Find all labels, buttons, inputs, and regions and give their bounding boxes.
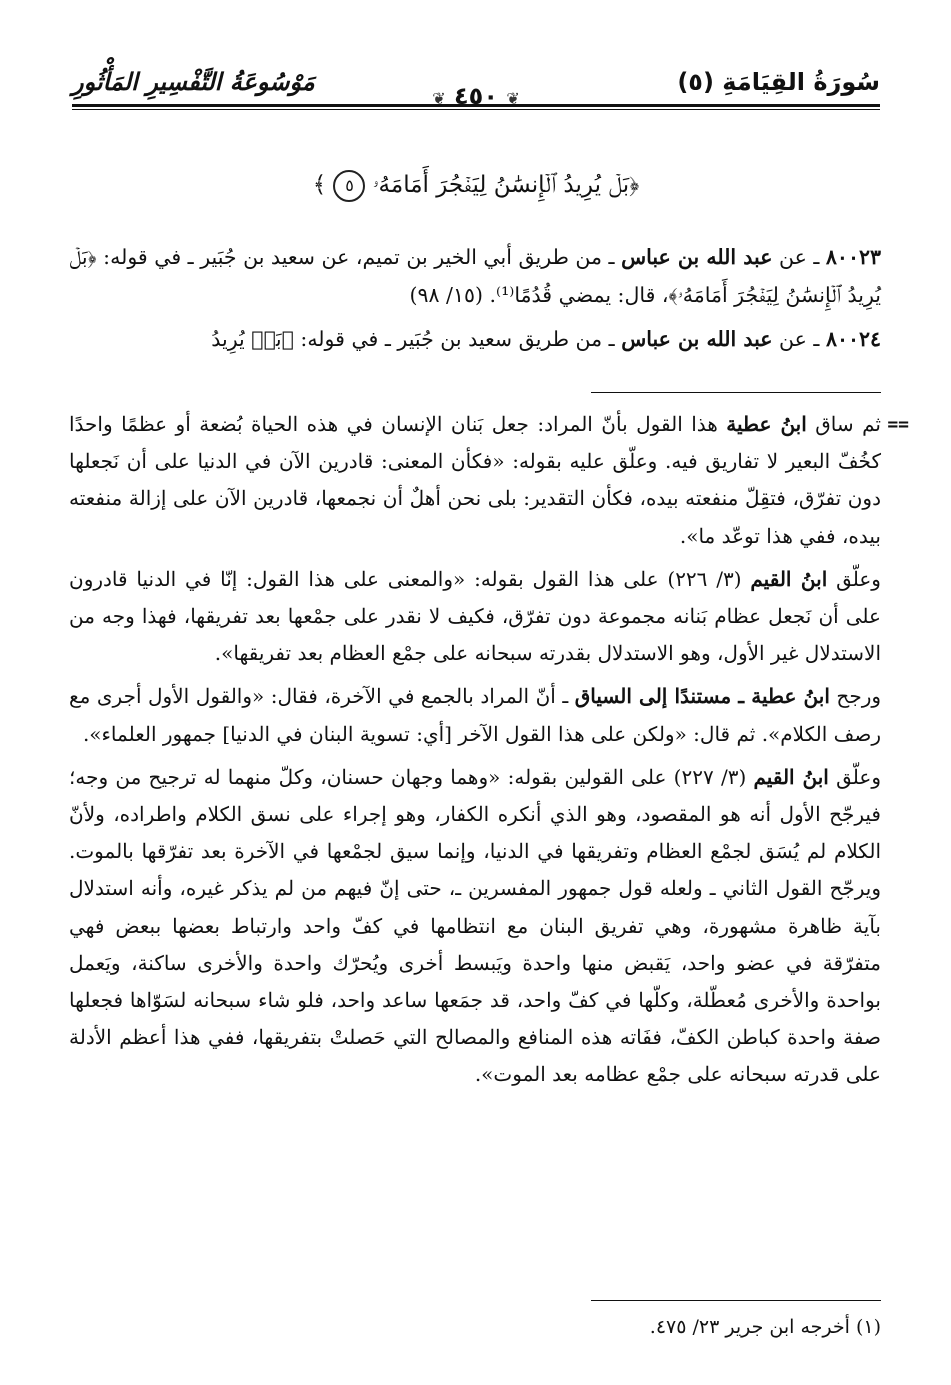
hadith-text: ـ من طريق أبي الخير بن تميم، عن سعيد بن جُبَير ـ في قوله: ﴿بَلۡ يُرِيدُ ٱلۡإِنسَٰنُ لِيَفۡجُرَ أَمَامَهُۥ﴾، قال: يمضي قُدُمًا⁽¹⁾. (١٥/ ٩٨)	[69, 245, 881, 307]
footnote: (١) أخرجه ابن جرير ٢٣/ ٤٧٥.	[649, 1316, 881, 1338]
note-paragraph: وعلّق ابنُ القيم (٣/ ٢٢٦) على هذا القول بقوله: «والمعنى على هذا القول: إنّا في الدنيا قادرون على أن نَجعل عظام بَنانه مجموعة دون تفرّق، فكيف لا نقدر على جمْعها بعد تفريقها، فهذا وجه من الاستدلال غير الأول، وهو الاستدلال بقدرته سبحانه على جمْع العظام بعد تفريقها».	[69, 566, 881, 666]
hadith-item: ٨٠٠٢٤ ـ عن عبد الله بن عباس ـ من طريق سعيد بن جُبَير ـ في قوله: ﴿بَلۡ يُرِيدُ	[211, 327, 881, 351]
hadith-narrator: عبد الله بن عباس	[621, 327, 773, 351]
hadith-text: ـ من طريق سعيد بن جُبَير ـ في قوله: ﴿بَلۡ يُرِيدُ	[211, 327, 615, 351]
verse-close-bracket: ﴾	[312, 172, 327, 198]
surah-title: سُورَةُ القِيَامَةِ (٥)	[677, 68, 880, 96]
verse-heading	[72, 170, 880, 202]
commentary-notes	[69, 406, 909, 1100]
hadith-number: ٨٠٠٢٤	[825, 327, 881, 351]
page-header	[72, 62, 880, 110]
note-paragraph: وعلّق ابنُ القيم (٣/ ٢٢٧) على القولين بقوله: «وهما وجهان حسنان، وكلّ منهما له ترجيح من وجه؛ فيرجّح الأول أنه هو المقصود، وهو الذي أنكره الكفار، وهو إجراء على نسق الكلام واطراده، ولأنّ الكلام لم يُسَق لجمْع العظام وتفريقها في الدنيا، وإنما سيق لجمْعها في الآخرة بعد تفرّقها بالموت. ويرجّح القول الثاني ـ ولعله قول جمهور المفسرين ـ، حتى إنّ فيهم من لم يذكر غيره، وأنه استدلال بآية ظاهرة مشهورة، وهي تفريق البنان مع انتظامها في كفّ واحد وارتباط بعضها ببعض فهي متفرّقة في عضو واحد، يَقبض منها واحدة ويَبسط أخرى ويُحرّك واحدة والأخرى ساكنة، ويَعمل بواحدة والأخرى مُعطّلة، وكلّها في كفّ واحد، قد جمَعها ساعد واحد، فلو شاء سبحانه لسَوّاها فجعلها صفة واحدة كباطن الكفّ، ففَاته هذه المنافع والمصالح التي حَصلتْ بتفريقها، ففي هذا أعظم الأدلة على قدرته سبحانه على جمْع عظامه بعد الموت».	[69, 764, 881, 1087]
footnote-divider	[591, 1300, 881, 1301]
hadith-item: ٨٠٠٢٣ ـ عن عبد الله بن عباس ـ من طريق أبي الخير بن تميم، عن سعيد بن جُبَير ـ في قوله: ﴿بَلۡ يُرِيدُ ٱلۡإِنسَٰنُ لِيَفۡجُرَ أَمَامَهُۥ﴾، قال: يمضي قُدُمًا⁽¹⁾. (١٥/ ٩٨)	[69, 245, 881, 307]
section-divider	[591, 392, 881, 393]
scholar-name: ابنُ القيم	[750, 566, 828, 591]
page-number-text: ٤٥٠	[454, 82, 498, 110]
note-paragraph: ورجح ابنُ عطية ـ مستندًا إلى السياق ـ أنّ المراد بالجمع في الآخرة، فقال: «والقول الأول أجرى مع رصف الكلام». ثم قال: «ولكن على هذا القول الآخر [أي: تسوية البنان في الدنيا] جمهور العلماء».	[69, 684, 882, 746]
verse-number-badge: ٥	[333, 170, 365, 202]
hadith-narrator: عبد الله بن عباس	[621, 245, 773, 269]
header-rule-thin	[72, 109, 880, 110]
continuation-mark: ==	[887, 414, 909, 435]
ornament-icon: ❦	[506, 89, 520, 108]
verse-text: ﴿بَلۡ يُرِيدُ ٱلۡإِنسَٰنُ لِيَفۡجُرَ أَمَامَهُۥ	[372, 172, 640, 198]
scholar-name: ابنُ عطية ـ مستندًا إلى السياق	[574, 684, 830, 709]
scholar-name: ابنُ عطية	[726, 412, 807, 436]
ornament-icon: ❦	[432, 89, 446, 108]
scholar-name: ابنُ القيم	[753, 764, 829, 789]
header-rule	[72, 104, 880, 107]
book-title: مَوْسُوعَةُ التَّفْسِيرِ المَأْثُورِ	[72, 68, 315, 96]
hadith-number: ٨٠٠٢٣	[825, 245, 881, 269]
hadith-section	[69, 238, 881, 364]
note-paragraph: ثم ساق ابنُ عطية هذا القول بأنّ المراد: جعل بَنان الإنسان في هذه الحياة بُضعة أو عظمًا واحدًا كخُفّ البعير لا تفاريق فيه. وعلّق عليه بقوله: «فكأن المعنى: قادرين الآن في الدنيا على أن نَجعلها دون تفرّق، فتقِلّ منفعته بيده، فكأن التقدير: بلى نحن أهلٌ أن نجمعها، قادرين الآن على إزالة منفعته بيده، ففي هذا توعّد ما».	[69, 412, 881, 548]
